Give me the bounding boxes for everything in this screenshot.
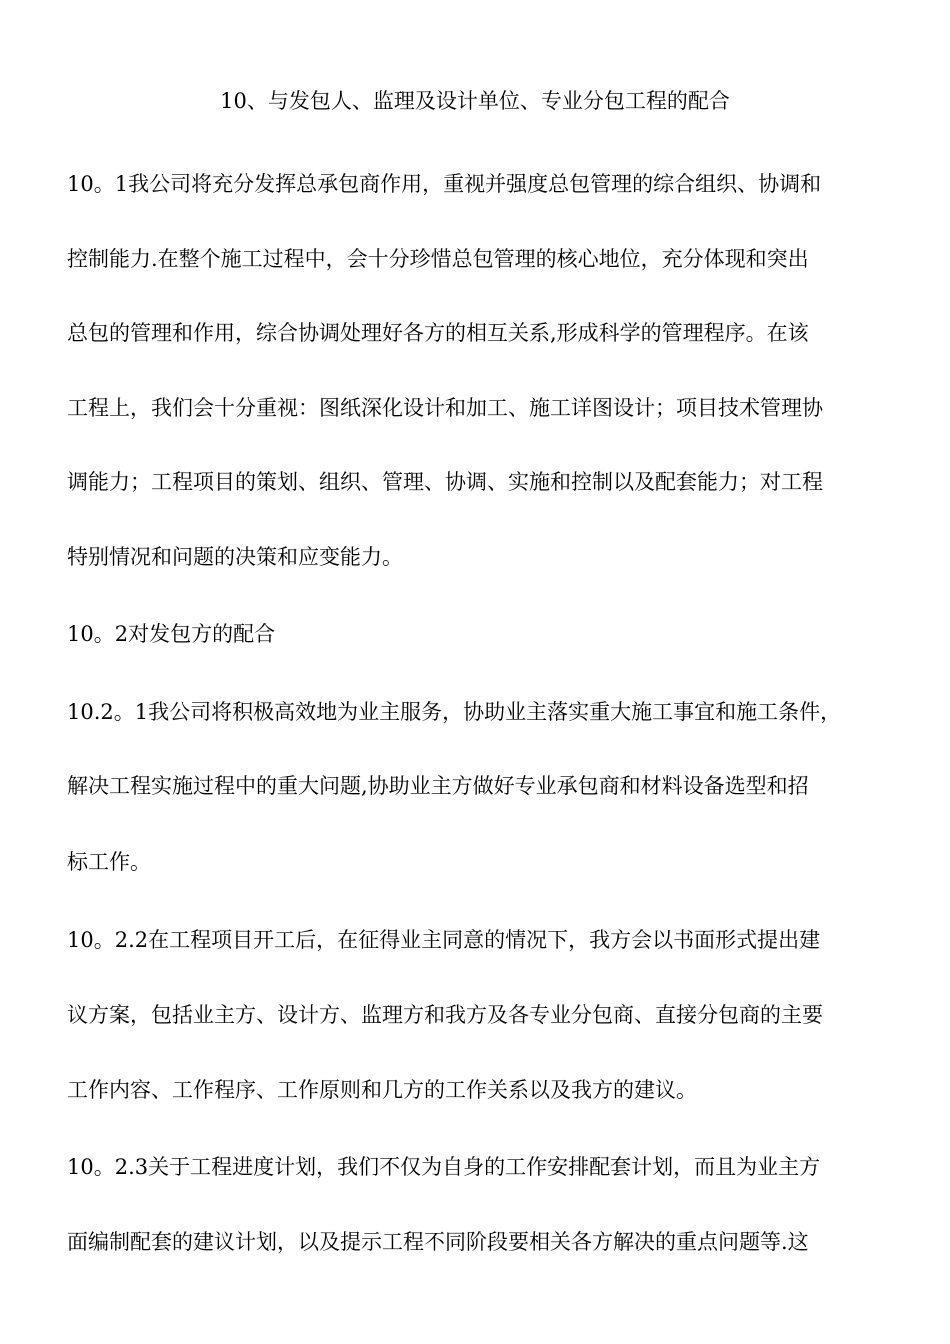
text-line-12: 议方案，包括业主方、设计方、监理方和我方及各专业分包商、直接分包商的主要 — [67, 1003, 823, 1027]
text-line-6: 特别情况和问题的决策和应变能力。 — [67, 545, 403, 569]
text-line-2: 控制能力.在整个施工过程中，会十分珍惜总包管理的核心地位，充分体现和突出 — [67, 247, 809, 271]
text-line-8: 10.2。1我公司将积极高效地为业主服务，协助业主落实重大施工事宜和施工条件， — [67, 700, 842, 724]
text-line-4: 工程上，我们会十分重视：图纸深化设计和加工、施工详图设计；项目技术管理协 — [67, 396, 823, 420]
text-line-14: 10。2.3关于工程进度计划，我们不仅为自身的工作安排配套计划，而且为业主方 — [67, 1155, 821, 1179]
text-line-9: 解决工程实施过程中的重大问题,协助业主方做好专业承包商和材料设备选型和招 — [67, 774, 809, 798]
text-line-1: 10。1我公司将充分发挥总承包商作用，重视并强度总包管理的综合组织、协调和 — [67, 172, 822, 196]
text-line-11: 10。2.2在工程项目开工后，在征得业主同意的情况下，我方会以书面形式提出建 — [67, 928, 821, 952]
subsection-heading: 10。2对发包方的配合 — [67, 622, 276, 646]
text-line-5: 调能力；工程项目的策划、组织、管理、协调、实施和控制以及配套能力；对工程 — [67, 470, 823, 494]
text-line-15: 面编制配套的建议计划，以及提示工程不同阶段要相关各方解决的重点问题等.这 — [67, 1230, 809, 1254]
text-line-13: 工作内容、工作程序、工作原则和几方的工作关系以及我方的建议。 — [67, 1078, 697, 1102]
section-title: 10、与发包人、监理及设计单位、专业分包工程的配合 — [220, 89, 730, 113]
text-line-3: 总包的管理和作用，综合协调处理好各方的相互关系,形成科学的管理程序。在该 — [67, 321, 809, 345]
text-line-10: 标工作。 — [67, 850, 151, 874]
